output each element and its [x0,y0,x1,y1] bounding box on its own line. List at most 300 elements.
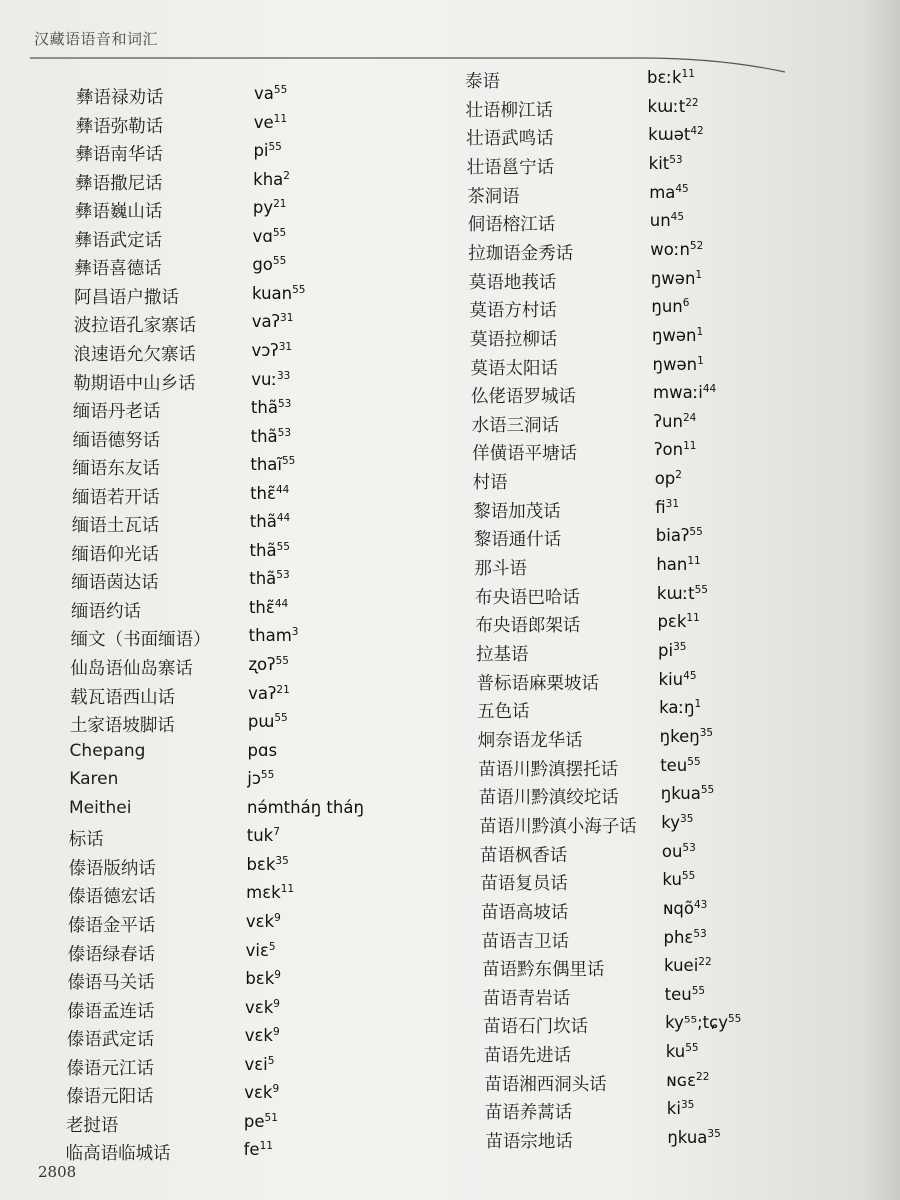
dialect-name: 莫语方村话 [469,301,557,322]
transcription-base: bɛːk [647,68,682,87]
tone-number: 52 [689,239,704,252]
tone-number: 53 [277,398,292,411]
tone-number: 55 [727,1013,742,1026]
dialect-name: 水语三洞话 [471,415,560,436]
transcription [665,985,705,1004]
transcription-base: thã [250,398,278,418]
transcription-base: vaʔ [251,312,281,332]
transcription-base: pɑs [247,740,278,760]
transcription [248,684,290,703]
transcription-base: kaːŋ [659,698,695,718]
transcription [653,383,716,402]
dialect-name: 苗语枫香话 [479,845,568,866]
transcription-base: vɑ [252,226,273,246]
transcription [252,312,294,331]
tone-number: 35 [707,1128,721,1141]
tone-number: 44 [702,383,717,396]
transcription [666,1071,709,1090]
dialect-name: 苗语宗地话 [485,1132,573,1153]
transcription [253,170,290,189]
transcription [649,154,683,173]
tone-number: 35 [699,726,714,739]
transcription-base: tham [248,626,292,646]
tone-number: 42 [690,125,704,138]
transcription-base: mɛk [246,883,281,903]
transcription [659,670,697,689]
transcription [648,97,699,116]
tone-number: 53 [277,426,292,439]
transcription-base: fi [655,497,666,517]
dialect-name: 浪速语允欠寨话 [73,344,196,365]
tone-number: 45 [683,669,697,682]
tone-number: 55 [272,226,287,239]
dialect-name: 彝语禄劝话 [76,88,164,108]
tone-number: 11 [687,555,701,568]
tone-number: 44 [276,512,291,525]
dialect-name: 苗语湘西洞头话 [484,1074,607,1095]
dialect-name: 缅语若开话 [72,487,160,508]
tone-number: 55 [700,784,715,797]
dialect-name: 拉珈语金秀话 [468,243,574,264]
page-number: 2808 [38,1163,77,1181]
transcription [254,84,287,103]
dialect-name: 布央语巴哈话 [474,587,580,608]
transcription-base: ky⁵⁵;tɕy [665,1013,728,1033]
transcription [248,741,278,760]
tone-number: 55 [276,540,290,553]
dialect-name: 傣语武定话 [66,1030,155,1051]
dialect-name: 傣语金平话 [67,915,156,936]
tone-number: 33 [276,369,291,382]
transcription-base: ɴqõ [662,898,694,918]
transcription [655,469,682,488]
transcription-base: va [254,84,274,103]
dialect-name: 仙岛语仙岛寨话 [70,659,193,679]
transcription [650,211,684,230]
tone-number: 2 [283,169,290,182]
transcription [250,541,290,560]
transcription-base: pɛk [657,612,687,632]
dialect-name: 土家语坡脚话 [69,716,175,737]
transcription-base: nə́mtháŋ tháŋ [247,797,364,817]
tone-number: 9 [274,969,281,982]
transcription [247,798,364,817]
transcription-base: thɛ̃ [248,597,275,617]
dialect-name: 苗语川黔滇绞坨话 [478,788,619,809]
transcription-base: kit [648,153,670,173]
dialect-name: 苗语先进话 [483,1046,572,1067]
dialect-name: 傣语元江话 [66,1058,154,1079]
transcription-base: ŋwən [651,325,697,345]
tone-number: 22 [685,96,699,109]
tone-number: 55 [268,141,282,154]
tone-number: 55 [273,84,288,96]
transcription-base: py [252,198,274,218]
transcription [656,555,700,574]
transcription [667,1099,695,1118]
dialect-name: 傣语版纳话 [68,858,156,879]
transcription-base: vɛi [244,1054,268,1074]
tone-number: 1 [694,698,702,711]
transcription [662,870,695,889]
transcription [664,956,712,975]
tone-number: 55 [272,255,287,268]
tone-number: 53 [693,927,707,940]
transcription-base: op [654,469,676,489]
transcription-base: ky [661,812,681,832]
tone-number: 35 [275,854,289,867]
transcription [247,826,280,845]
transcription-base: vɛk [244,1083,273,1103]
dialect-name: 傣语德宏话 [68,887,156,908]
transcription-base: ma [649,182,676,202]
transcription [656,526,703,545]
tone-number: 53 [669,153,683,166]
tone-number: 11 [259,1140,273,1153]
dialect-name: 苗语吉卫话 [481,931,569,952]
tone-number: 11 [273,112,288,125]
tone-number: 31 [280,312,294,325]
tone-number: 21 [273,198,287,211]
transcription-base: ʔon [654,440,684,460]
transcription-base: ŋkeŋ [659,726,700,746]
tone-number: 35 [680,812,694,825]
tone-number: 11 [280,883,295,896]
transcription [250,484,289,503]
transcription-base: un [649,211,671,231]
transcription-base: ve [253,112,274,132]
dialect-name: 缅语茵达话 [71,573,159,594]
transcription-base: phɛ [663,927,694,947]
tone-number: 35 [680,1099,695,1112]
tone-number: 5 [267,1054,275,1067]
transcription [244,1112,278,1131]
transcription [251,427,291,446]
dialect-name: 莫语地莪话 [468,272,557,293]
dialect-name: 标话 [68,830,104,851]
transcription [253,198,287,217]
transcription [253,141,281,160]
dialect-name: 临高语临城话 [65,1144,171,1165]
transcription [246,912,281,931]
dialect-name: 茶洞语 [467,186,520,207]
transcription-base: pe [243,1111,265,1131]
transcription [663,899,707,918]
transcription-base: ki [666,1099,681,1119]
transcription-base: ŋkua [667,1128,708,1148]
transcription [248,712,288,731]
dialect-name: 傣语马关话 [67,973,155,994]
transcription-base: pɯ [247,712,275,732]
transcription [249,626,299,645]
tone-number: 6 [682,297,690,310]
dialect-name: 苗语石门坎话 [483,1017,589,1038]
transcription [250,455,295,474]
dialect-name: 缅语丹老话 [72,402,161,423]
transcription-base: ʐoʔ [248,655,276,674]
tone-number: 5 [268,940,276,953]
transcription [253,227,287,246]
running-header: 汉藏语语音和词汇 [34,30,159,48]
tone-number: 3 [291,626,299,639]
tone-number: 55 [691,984,706,997]
transcription-base: ŋwən [652,354,698,374]
tone-number: 55 [292,283,306,296]
dialect-name: 普标语麻栗坡话 [476,673,600,694]
dialect-name: 缅语约话 [70,601,141,622]
transcription [245,1026,280,1045]
tone-number: 55 [260,769,275,782]
dialect-name: 阿昌语户撒话 [74,287,180,308]
dialect-name: Chepang [69,740,146,761]
transcription [252,284,305,303]
transcription-base: kɯːt [656,583,695,603]
transcription [651,269,702,288]
transcription-base: thã [249,540,277,560]
tone-number: 9 [273,997,280,1010]
transcription-base: kɯːt [647,96,686,116]
transcription [664,928,707,947]
dialect-name: 那斗语 [474,559,527,580]
dialect-name: 彝语撒尼话 [75,173,163,194]
tone-number: 55 [687,755,701,768]
transcription-base: thɛ̃ [250,483,276,503]
tone-number: 53 [682,841,696,854]
transcription-base: vaʔ [248,683,277,703]
tone-number: 45 [675,182,689,195]
transcription [667,1128,720,1147]
transcription-base: mwaːi [653,383,703,403]
transcription [654,440,696,459]
tone-number: 55 [681,870,696,883]
transcription-base: ʔun [653,411,683,431]
transcription [250,512,290,531]
tone-number: 9 [274,911,281,924]
transcription [648,125,704,144]
transcription-base: woːn [650,239,690,259]
dialect-name: Karen [69,769,119,790]
transcription [247,769,274,788]
dialect-name: 傣语孟连话 [67,1001,155,1022]
transcription [657,612,699,631]
dialect-name: 彝语巍山话 [74,202,163,223]
transcription-base: teu [660,755,688,775]
tone-number: 53 [276,569,290,582]
transcription [662,842,696,861]
dialect-name: 缅语土瓦话 [71,516,160,537]
transcription [251,341,292,360]
dialect-name: Meithei [69,797,132,818]
transcription-base: ɴɢɛ [666,1070,697,1090]
dialect-name: 苗语复员话 [480,874,568,895]
transcription [653,355,704,374]
transcription-base: ku [662,870,682,890]
transcription-base: thã [249,512,277,532]
dialect-name: 布央语郎架话 [475,616,581,637]
tone-number: 2 [675,469,682,482]
transcription-base: han [656,555,688,575]
transcription [658,641,686,660]
dialect-name: 苗语青岩话 [482,988,571,1009]
dialect-name: 缅语德努话 [72,430,161,451]
transcription-base: pi [253,141,269,161]
tone-number: 11 [686,612,700,625]
transcription [654,412,697,431]
dialect-name: 彝语南华话 [75,145,163,166]
dialect-name: 拉基语 [476,645,529,665]
transcription [650,240,703,259]
transcription [246,883,294,902]
tone-number: 44 [274,597,289,610]
transcription-base: thã [250,426,278,446]
transcription [666,1042,699,1061]
transcription [657,584,708,603]
transcription-base: bɛk [246,854,276,874]
header-rule [0,0,900,90]
transcription-base: thã [249,569,277,589]
tone-number: 55 [281,455,296,468]
tone-number: 21 [276,683,290,696]
transcription-base: tuk [246,826,274,846]
dialect-name: 傣语元阳话 [66,1087,154,1108]
tone-number: 55 [275,655,289,667]
tone-number: 1 [695,268,703,281]
dialect-name: 彝语弥勒话 [75,116,164,137]
tone-number: 43 [693,898,708,911]
tone-number: 55 [694,583,708,596]
dialect-name: 村语 [472,473,508,494]
dialect-name: 苗语高坡话 [480,902,569,923]
tone-number: 22 [696,1070,710,1083]
tone-number: 1 [696,325,704,338]
dialect-name: 黎语加茂话 [473,501,561,522]
transcription [248,655,289,674]
transcription [649,183,689,202]
transcription-base: thaĩ [250,455,282,475]
transcription [660,756,700,775]
tone-number: 7 [273,826,280,839]
transcription-base: kuei [664,956,699,976]
tone-number: 9 [272,1083,280,1096]
dialect-name: 壮语柳江话 [465,100,554,121]
transcription-base: viɛ [245,940,269,960]
dialect-name: 炯奈语龙华话 [477,730,583,751]
transcription-base: ou [661,841,683,861]
tone-number: 11 [683,440,697,453]
transcription [244,1055,274,1074]
tone-number: 31 [665,497,680,510]
dialect-name: 老挝语 [65,1115,119,1136]
tone-number: 24 [682,411,697,424]
transcription [244,1140,273,1159]
transcription-base: vɛk [245,911,275,931]
dialect-name: 苗语川黔滇小海子话 [479,816,637,837]
tone-number: 45 [670,211,685,224]
dialect-name: 勒期语中山乡话 [73,373,196,394]
transcription-base: kha [253,169,284,189]
transcription [246,855,288,874]
transcription-base: ŋwən [650,268,696,288]
dialect-name: 莫语太阳话 [470,358,558,379]
tone-number: 11 [681,68,695,80]
transcription [249,569,289,588]
tone-number: 22 [698,956,712,969]
transcription [252,255,286,274]
transcription-base: ku [665,1042,686,1062]
dialect-name: 载瓦语西山话 [70,687,176,708]
dialect-name: 泰语 [465,72,500,92]
tone-number: 1 [697,354,704,367]
dialect-name: 壮语邕宁话 [466,157,555,178]
transcription [659,698,701,717]
transcription [665,1013,741,1032]
dialect-name: 缅语东友话 [72,459,160,480]
dialect-name: 佯僙语平塘话 [472,444,578,465]
transcription-base: ŋun [651,297,683,317]
transcription [251,398,291,417]
transcription [661,784,714,803]
transcription-base: vuː [251,369,277,389]
transcription [245,998,280,1017]
dialect-name: 彝语武定话 [74,230,163,251]
tone-number: 51 [264,1111,278,1124]
tone-number: 55 [689,526,703,539]
transcription [254,113,287,132]
transcription-base: ŋkua [660,784,701,804]
dialect-name: 侗语榕江话 [467,215,556,236]
tone-number: 55 [274,712,288,725]
dialect-name: 五色话 [477,702,530,723]
dialect-name: 苗语黔东偶里话 [482,960,605,981]
transcription-base: vɔʔ [251,340,279,360]
transcription [660,727,713,746]
transcription-base: biaʔ [655,526,690,546]
tone-number: 55 [685,1042,699,1055]
dialect-name: 波拉语孔家寨话 [73,316,197,337]
transcription-base: fe [243,1140,260,1160]
transcription [244,1083,279,1102]
page-edge-shadow [860,0,900,1200]
transcription-base: teu [664,984,692,1004]
dialect-name: 黎语通什话 [473,530,562,551]
dialect-name: 彝语喜德话 [74,259,162,280]
transcription-base: kuan [252,283,293,303]
transcription-base: kiu [658,669,684,689]
transcription [249,598,288,617]
tone-number: 44 [275,483,290,496]
dialect-name: 壮语武鸣话 [466,129,554,150]
transcription-base: jɔ [247,769,261,789]
dialect-name: 缅语仰光话 [71,544,160,565]
transcription [652,326,703,345]
dialect-name: 缅文（书面缅语） [70,630,211,651]
transcription-base: pi [658,641,674,660]
tone-number: 35 [673,641,687,653]
tone-number: 9 [273,1026,280,1039]
transcription-base: go [252,255,273,275]
dialect-name: 仫佬语罗城话 [471,387,577,408]
transcription-base: vɛk [245,997,274,1017]
transcription [246,941,276,960]
transcription [245,969,281,988]
transcription-base: vɛk [244,1026,273,1046]
transcription [651,297,689,316]
transcription [647,68,695,87]
transcription-base: bɛk [245,969,275,989]
dialect-name: 苗语川黔滇摆托话 [478,759,619,780]
dialect-name: 傣语绿春话 [67,944,156,965]
dialect-name: 苗语养蒿话 [484,1103,573,1124]
